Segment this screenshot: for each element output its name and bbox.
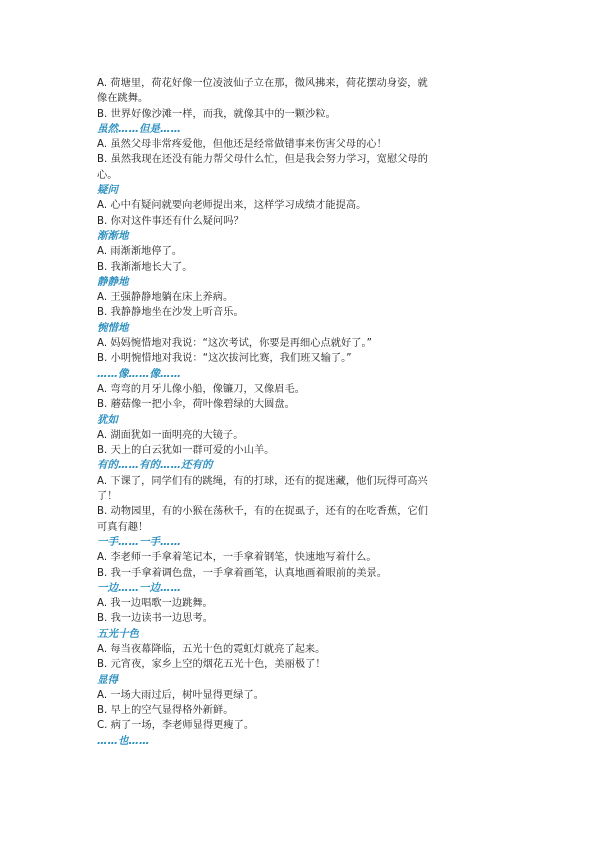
text-line: A. 下课了，同学们有的跳绳，有的打球，还有的捉迷藏，他们玩得可高兴 xyxy=(97,475,428,487)
section-heading: 静静地 xyxy=(97,275,129,288)
text-line: C. 病了一场，李老师显得更瘦了。 xyxy=(97,720,255,732)
section-heading: 显得 xyxy=(97,673,118,686)
section-heading: ……也…… xyxy=(97,734,150,747)
text-line: 像在跳舞。 xyxy=(97,93,149,105)
text-line: A. 妈妈惋惜地对我说：“这次考试，你要是再细心点就好了。” xyxy=(97,338,372,350)
text-line: B. 动物园里，有的小猴在荡秋千，有的在捉虱子，还有的在吃香蕉，它们 xyxy=(97,506,428,518)
section-heading: 渐渐地 xyxy=(97,229,129,242)
text-line: A. 李老师一手拿着笔记本，一手拿着钢笔，快速地写着什么。 xyxy=(97,552,377,564)
section-heading: 五光十色 xyxy=(97,627,139,640)
section-heading: 一手……一手…… xyxy=(97,535,181,548)
section-heading: ……像……像…… xyxy=(97,367,181,380)
text-line: B. 你对这件事还有什么疑问吗？ xyxy=(97,215,244,227)
section-heading: 犹如 xyxy=(97,413,118,426)
text-line: B. 我渐渐地长大了。 xyxy=(97,261,193,273)
text-line: 了！ xyxy=(97,491,118,503)
text-line: A. 雨渐渐地停了。 xyxy=(97,246,183,258)
text-line: B. 我静静地坐在沙发上听音乐。 xyxy=(97,307,244,319)
text-line: B. 蘑菇像一把小伞，荷叶像碧绿的大圆盘。 xyxy=(97,399,295,411)
text-line: B. 世界好像沙滩一样，而我，就像其中的一颗沙粒。 xyxy=(97,108,336,120)
text-line: B. 天上的白云犹如一群可爱的小山羊。 xyxy=(97,445,275,457)
text-line: B. 早上的空气显得格外新鲜。 xyxy=(97,705,234,717)
text-line: A. 心中有疑问就要向老师提出来，这样学习成绩才能提高。 xyxy=(97,200,367,212)
section-heading: 惋惜地 xyxy=(97,321,129,334)
text-line: A. 每当夜幕降临，五光十色的霓虹灯就亮了起来。 xyxy=(97,643,326,655)
text-line: A. 弯弯的月牙儿像小船，像镰刀，又像眉毛。 xyxy=(97,383,305,395)
text-line: A. 荷塘里，荷花好像一位凌波仙子立在那，微风拂来，荷花摆动身姿，就 xyxy=(97,78,428,89)
section-heading: 虽然……但是…… xyxy=(97,122,181,135)
text-line: 可真有趣！ xyxy=(97,521,149,533)
text-line: B. 元宵夜，家乡上空的烟花五光十色，美丽极了！ xyxy=(97,659,326,671)
text-line: A. 虽然父母非常疼爱他，但他还是经常做错事来伤害父母的心！ xyxy=(97,139,387,151)
text-line: B. 我一手拿着调色盘，一手拿着画笔，认真地画着眼前的美景。 xyxy=(97,567,388,579)
text-line: A. 一场大雨过后，树叶显得更绿了。 xyxy=(97,689,264,701)
text-line: B. 小明惋惜地对我说：“这次拔河比赛，我们班又输了。” xyxy=(97,353,352,365)
text-line: B. 我一边读书一边思考。 xyxy=(97,613,213,625)
section-heading: 有的……有的……还有的 xyxy=(97,459,213,472)
section-heading: 一边……一边…… xyxy=(97,581,181,594)
section-heading: 疑问 xyxy=(97,184,118,197)
text-line: A. 湖面犹如一面明亮的大镜子。 xyxy=(97,429,244,441)
text-line: A. 王强静静地躺在床上养病。 xyxy=(97,292,234,304)
text-line: 心。 xyxy=(97,169,118,181)
text-line: B. 虽然我现在还没有能力帮父母什么忙，但是我会努力学习，宽慰父母的 xyxy=(97,154,428,166)
text-line: A. 我一边唱歌一边跳舞。 xyxy=(97,598,213,610)
document-body xyxy=(97,76,499,749)
